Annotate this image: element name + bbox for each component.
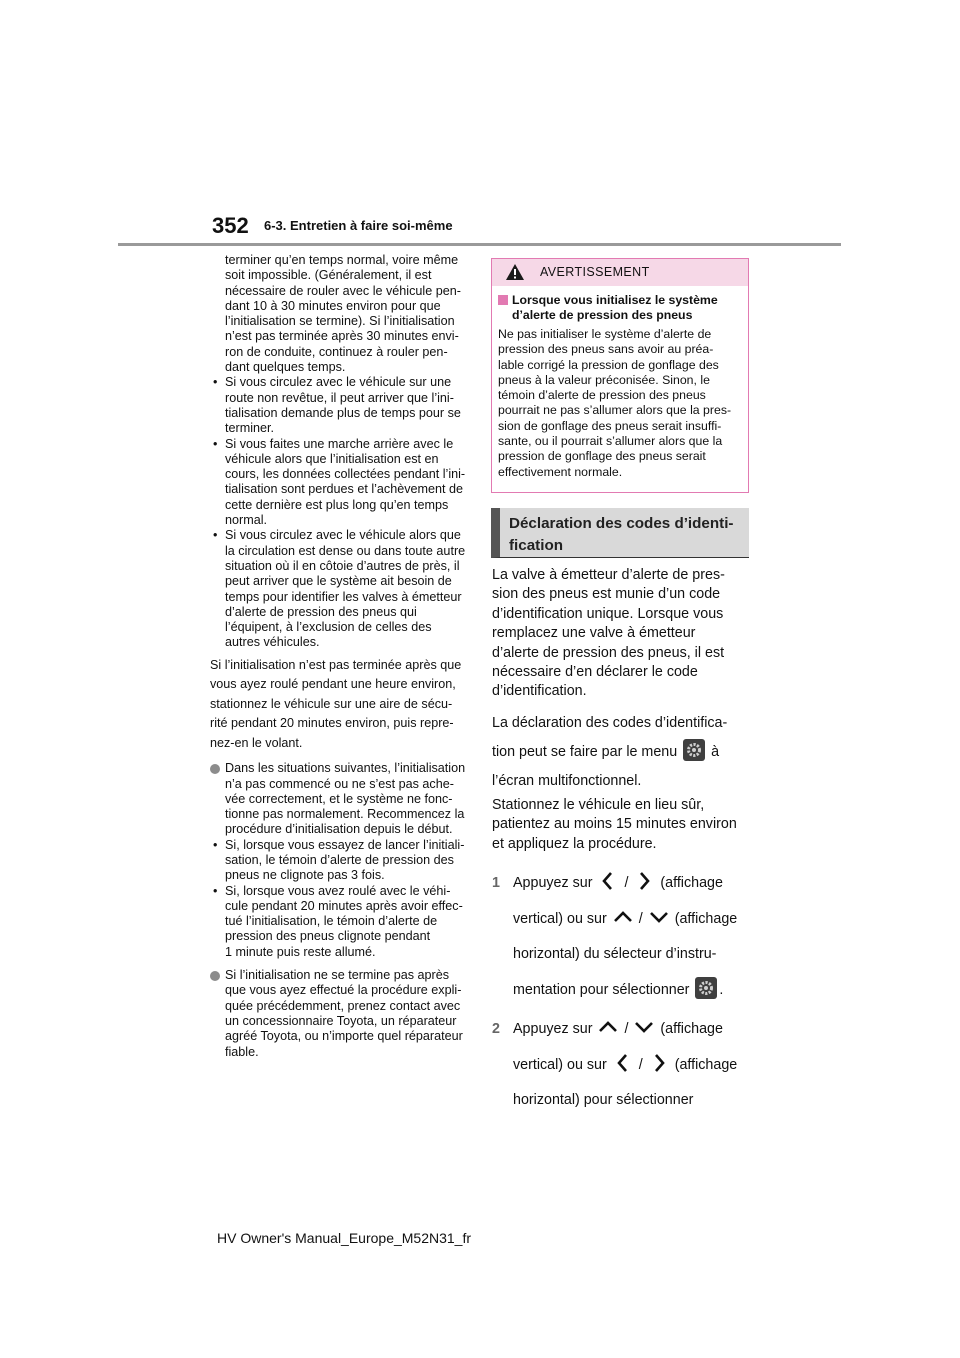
text-line: horizontal) pour sélectionner	[513, 1092, 694, 1109]
left-column	[210, 253, 468, 1060]
text-line: terminer.	[225, 421, 274, 436]
text-fragment: vertical) ou sur	[513, 1056, 607, 1073]
section-heading	[491, 508, 749, 558]
text-line: n’a pas commencé ou ne s’est pas ache-	[225, 776, 454, 791]
text-fragment: vertical) ou sur	[513, 910, 607, 927]
text-line: Stationnez le véhicule en lieu sûr,	[492, 796, 705, 813]
text-fragment: (affichage	[674, 910, 738, 927]
text-fragment: .	[719, 981, 724, 998]
paragraph	[492, 566, 754, 702]
gear-icon	[683, 739, 705, 761]
bullet-dot: •	[213, 436, 218, 451]
paragraph	[492, 796, 754, 854]
text-line: la circulation est dense ou dans toute autre	[225, 543, 466, 558]
paragraph	[210, 656, 468, 754]
circle-bullet-icon	[210, 764, 220, 774]
text-line	[513, 1048, 754, 1084]
text-line: normal.	[225, 513, 267, 528]
text-fragment: Appuyez sur	[513, 1021, 593, 1038]
text-line: nez-en le volant.	[210, 735, 303, 750]
text-line: l’initialisation se termine). Si l’initialisation	[225, 314, 455, 329]
text-line: nécessaire d’en déclarer le code	[492, 664, 698, 681]
step-1	[492, 866, 754, 1008]
text-line	[492, 736, 754, 768]
text-line: cours, les données collectées pendant l’ini-	[225, 467, 466, 482]
text-line: cette dernière est plus long qu’en temps	[225, 497, 449, 512]
text-line: autres véhicules.	[225, 635, 320, 650]
circle-bullet-icon	[210, 971, 220, 981]
bullet-dot: •	[213, 883, 218, 898]
bullet-item	[210, 528, 468, 650]
text-line: procédure d’initialisation depuis le début.	[225, 822, 453, 837]
heading-text	[509, 513, 734, 557]
text-line	[513, 866, 754, 902]
text-line: vée correctement, et le système ne fonc-	[225, 791, 453, 806]
page-number: 352	[212, 213, 249, 238]
text-line: rité pendant 20 minutes environ, puis repre-	[210, 716, 454, 731]
text-fragment: tion peut se faire par le menu	[492, 743, 678, 760]
text-line: un concessionnaire Toyota, un réparateur	[225, 1013, 457, 1028]
warning-body	[498, 327, 742, 480]
text-line	[513, 902, 754, 938]
warning-subtitle	[498, 293, 742, 323]
text-line: La déclaration des codes d’identifica-	[492, 714, 728, 731]
text-line: stationnez le véhicule sur une aire de sécu-	[210, 696, 453, 711]
text-fragment: Appuyez sur	[513, 875, 593, 892]
text-line: n’est pas terminée après 30 minutes envi-	[225, 329, 459, 344]
separator: /	[624, 1021, 629, 1038]
text-line: temps pour identifier les valves à émetteur	[225, 589, 462, 604]
text-line: horizontal) du sélecteur d’instru-	[513, 946, 717, 963]
text-fragment: mentation pour sélectionner	[513, 981, 690, 998]
bullet-item	[210, 838, 468, 884]
footer: HV Owner's Manual_Europe_M52N31_fr	[217, 1230, 472, 1246]
text-fragment: (affichage	[674, 1056, 738, 1073]
text-line: effectivement normale.	[498, 464, 623, 479]
text-line: d’alerte de pression des pneus	[512, 308, 693, 322]
text-line: Si, lorsque vous avez roulé avec le véhi-	[225, 883, 451, 898]
chevron-up-icon	[613, 907, 633, 927]
text-line: d’alerte de pression des pneus, il est	[492, 644, 725, 661]
text-line: situation où il en côtoie d’autres de près, il	[225, 558, 460, 573]
text-line: Si l’initialisation ne se termine pas après	[225, 968, 450, 983]
text-line: lable corrigé la pression de gonflage des	[498, 357, 719, 372]
text-line: ron de conduite, continuez à rouler pen-	[225, 344, 448, 359]
text-line: agréé Toyota, ou n’importe quel réparateur	[225, 1029, 463, 1044]
text-line: peut arriver que le système ait besoin de	[225, 574, 452, 589]
text-line: terminer qu’en temps normal, voire même	[225, 253, 459, 267]
text-line: cule pendant 20 minutes après avoir effec-	[225, 898, 463, 913]
text-line: Si, lorsque vous essayez de lancer l’initiali-	[225, 837, 465, 852]
warning-title: AVERTISSEMENT	[540, 265, 650, 279]
text-line: Si vous circulez avec le véhicule alors que	[225, 528, 461, 543]
text-line: pourrait ne pas s’allumer alors que la pres-	[498, 403, 732, 418]
continued-text	[225, 253, 468, 375]
warning-header	[492, 259, 748, 286]
header-rule	[118, 243, 841, 246]
text-line: soit impossible. (Généralement, il est	[225, 268, 432, 283]
text-line: Si vous faites une marche arrière avec le	[225, 436, 454, 451]
text-line: Ne pas initialiser le système d’alerte de	[498, 327, 712, 341]
separator: /	[638, 910, 643, 927]
text-line: d’identification unique. Lorsque vous	[492, 605, 724, 622]
text-line: fiable.	[225, 1044, 259, 1059]
text-line: quée précédemment, prenez contact avec	[225, 998, 461, 1013]
chevron-up-icon	[598, 1017, 618, 1037]
bullet-item	[210, 437, 468, 529]
note-item	[210, 968, 468, 1060]
text-line: et appliquez la procédure.	[492, 835, 657, 852]
text-line: pneus ne clignote pas 3 fois.	[225, 868, 385, 883]
text-line: Lorsque vous initialisez le système	[512, 293, 718, 307]
chevron-down-icon	[634, 1017, 654, 1037]
step-number: 1	[492, 875, 500, 892]
text-line: Si l’initialisation n’est pas terminée après que	[210, 657, 462, 672]
step-number: 2	[492, 1021, 500, 1038]
bullet-dot: •	[213, 375, 218, 390]
warning-box	[491, 258, 749, 493]
square-bullet-icon	[498, 295, 508, 305]
gear-icon	[695, 977, 717, 999]
text-line	[513, 1012, 754, 1048]
chevron-right-icon	[634, 871, 654, 891]
text-line: vous ayez roulé pendant une heure environ,	[210, 677, 456, 692]
text-line: pression des pneus clignote pendant	[225, 929, 431, 944]
text-line: tué l’initialisation, le témoin d’alerte de	[225, 914, 438, 929]
bullet-item	[210, 884, 468, 960]
text-line: pression des pneus sans avoir au préa-	[498, 342, 714, 357]
chevron-left-icon	[598, 871, 618, 891]
text-line: d’identification.	[492, 683, 587, 700]
text-line: sante, ou il pourrait s’allumer alors que la	[498, 434, 723, 449]
paragraph	[492, 710, 754, 794]
bullet-item	[210, 375, 468, 436]
text-line: l’écran multifonctionnel.	[492, 772, 642, 789]
text-line: tialisation demande plus de temps pour se	[225, 405, 461, 420]
chevron-left-icon	[613, 1053, 633, 1073]
bullet-dot: •	[213, 837, 218, 852]
text-line: l’équipent, à l’exclusion de celles des	[225, 620, 432, 635]
text-line: sion de gonflage des pneus serait insuffi-	[498, 418, 722, 433]
text-line: pneus à la valeur préconisée. Sinon, le	[498, 372, 710, 387]
text-fragment: (affichage	[660, 875, 723, 892]
text-line: d’alerte de pression des pneus qui	[225, 604, 417, 619]
text-line: dant quelques temps.	[225, 360, 346, 375]
note-item	[210, 761, 468, 837]
bullet-dot: •	[213, 528, 218, 543]
text-line: Dans les situations suivantes, l’initialisation	[225, 761, 466, 776]
chevron-down-icon	[649, 907, 669, 927]
text-line: route non revêtue, il peut arriver que l’ini-	[225, 390, 454, 405]
text-line: Si vous circulez avec le véhicule sur une	[225, 375, 452, 390]
text-line: tialisation sont perdues et l’achèvement de	[225, 482, 464, 497]
text-line: que vous ayez effectué la procédure expli-	[225, 983, 462, 998]
text-line: véhicule alors que l’initialisation est en	[225, 451, 439, 466]
text-line: Déclaration des codes d’identi-	[509, 515, 734, 532]
text-line: pression de gonflage des pneus serait	[498, 449, 706, 464]
text-line: La valve à émetteur d’alerte de pres-	[492, 567, 725, 583]
text-line: patientez au moins 15 minutes environ	[492, 816, 737, 833]
text-fragment: à	[711, 743, 720, 760]
warning-triangle-icon	[505, 263, 525, 281]
text-line: témoin d’alerte de pression des pneus	[498, 388, 706, 403]
right-column	[492, 566, 754, 1119]
text-line: sion des pneus est munie d’un code	[492, 586, 721, 603]
text-line: nécessaire de rouler avec le véhicule pen-	[225, 283, 461, 298]
section-title: 6-3. Entretien à faire soi-même	[264, 218, 453, 233]
chevron-right-icon	[649, 1053, 669, 1073]
text-line: sation, le témoin d’alerte de pression des	[225, 853, 454, 867]
text-line	[513, 973, 754, 1009]
text-line: remplacez une valve à émetteur	[492, 625, 696, 642]
text-line: fication	[509, 537, 564, 554]
step-2	[492, 1012, 754, 1119]
text-line: 1 minute puis reste allumé.	[225, 944, 376, 959]
separator: /	[638, 1056, 643, 1073]
separator: /	[624, 875, 629, 892]
text-fragment: (affichage	[660, 1021, 723, 1038]
text-line: dant 10 à 30 minutes environ pour que	[225, 298, 441, 313]
text-line: tionne pas normalement. Recommencez la	[225, 807, 465, 822]
